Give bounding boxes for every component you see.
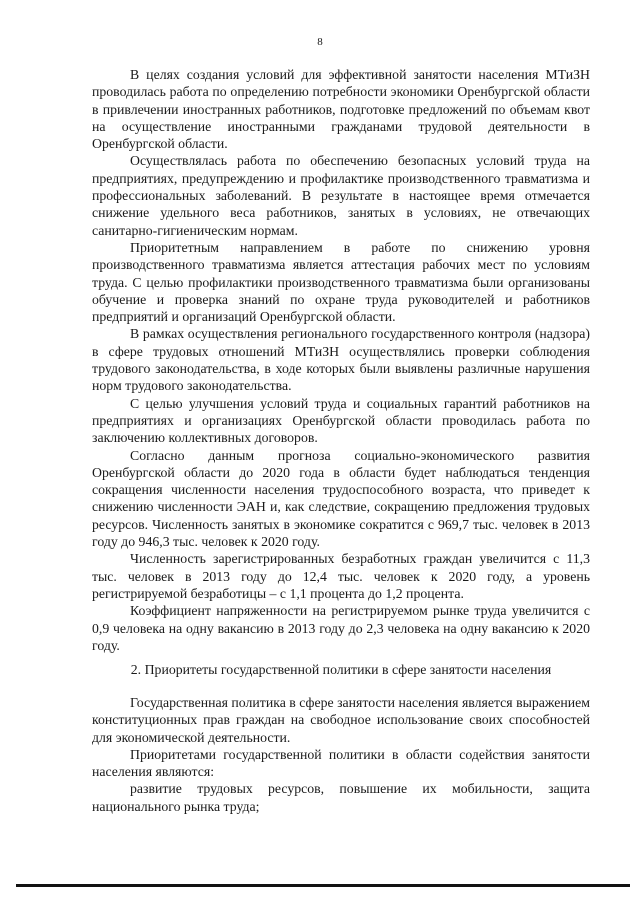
paragraph-tension-coefficient: Коэффициент напряженности на регистрируемом рынке труда увеличится с 0,9 человека на одну вакансию в 2013 году до 2,3 человека на одну вакансию к 2020 году.	[92, 603, 590, 653]
section-heading: 2. Приоритеты государственной политики в сфере занятости населения	[130, 662, 552, 677]
section-body	[92, 694, 590, 815]
paragraph-state-policy: Государственная политика в сфере занятости населения является выражением конституционных прав граждан на свободное использование своих способностей для экономической деятельности.	[92, 695, 590, 745]
paragraph-safe-conditions: Осуществлялась работа по обеспечению безопасных условий труда на предприятиях, предупреждению и профилактике производственного травматизма и профессиональных заболеваний. В результате в настоящее время отмечается снижение удельного веса работников, занятых в условиях, не отвечающих санитарно-гигиеническим нормам.	[92, 153, 590, 238]
paragraph-collective-agreements: С целью улучшения условий труда и социальных гарантий работников на предприятиях и организациях Оренбургской области проводилась работа по заключению коллективных договоров.	[92, 395, 590, 446]
page-number: 8	[317, 36, 323, 48]
bottom-rule	[16, 884, 630, 887]
paragraph-workplace-certification: Приоритетным направлением в работе по снижению уровня производственного травматизма является аттестация рабочих мест по условиям труда. С целью профилактики производственного травматизма были организованы обучение и проверка знаний по охране труда руководителей и работников предприятий и организаций Оренбургской области.	[92, 239, 590, 325]
list-item-labor-resources: развитие трудовых ресурсов, повышение их мобильности, защита национального рынка труда;	[92, 781, 590, 814]
paragraph-forecast: Согласно данным прогноза социально-экономического развития Оренбургской области до 2020 года в области будет наблюдаться тенденция сокращения численности населения трудоспособного возраста, что приведет к снижению численности ЭАН и, как следствие, сокращению предложения трудовых ресурсов. Численность занятых в экономике сократится с 969,7 тыс. человек в 2013 году до 946,3 тыс. человек к 2020 году.	[92, 447, 590, 550]
paragraph-state-control: В рамках осуществления регионального государственного контроля (надзора) в сфере трудовых отношений МТиЗН осуществлялись проверки соблюдения трудового законодательства, в ходе которых были выявлены различные нарушения норм трудового законодательства.	[92, 326, 590, 394]
paragraph-foreign-workers: В целях создания условий для эффективной занятости населения МТиЗН проводилась работа по определению потребности экономики Оренбургской области в привлечении иностранных работников, подготовке предложений по объемам квот на осуществление иностранными гражданами трудовой деятельности в Оренбургской области.	[92, 67, 590, 152]
document-body	[92, 66, 590, 654]
paragraph-priorities-intro: Приоритетами государственной политики в области содействия занятости населения являются:	[92, 746, 590, 780]
paragraph-unemployed: Численность зарегистрированных безработных граждан увеличится с 11,3 тыс. человек в 2013 году до 12,4 тыс. человек к 2020 году, а уровень регистрируемой безработицы – с 1,1 процента до 1,2 процента.	[92, 551, 590, 601]
